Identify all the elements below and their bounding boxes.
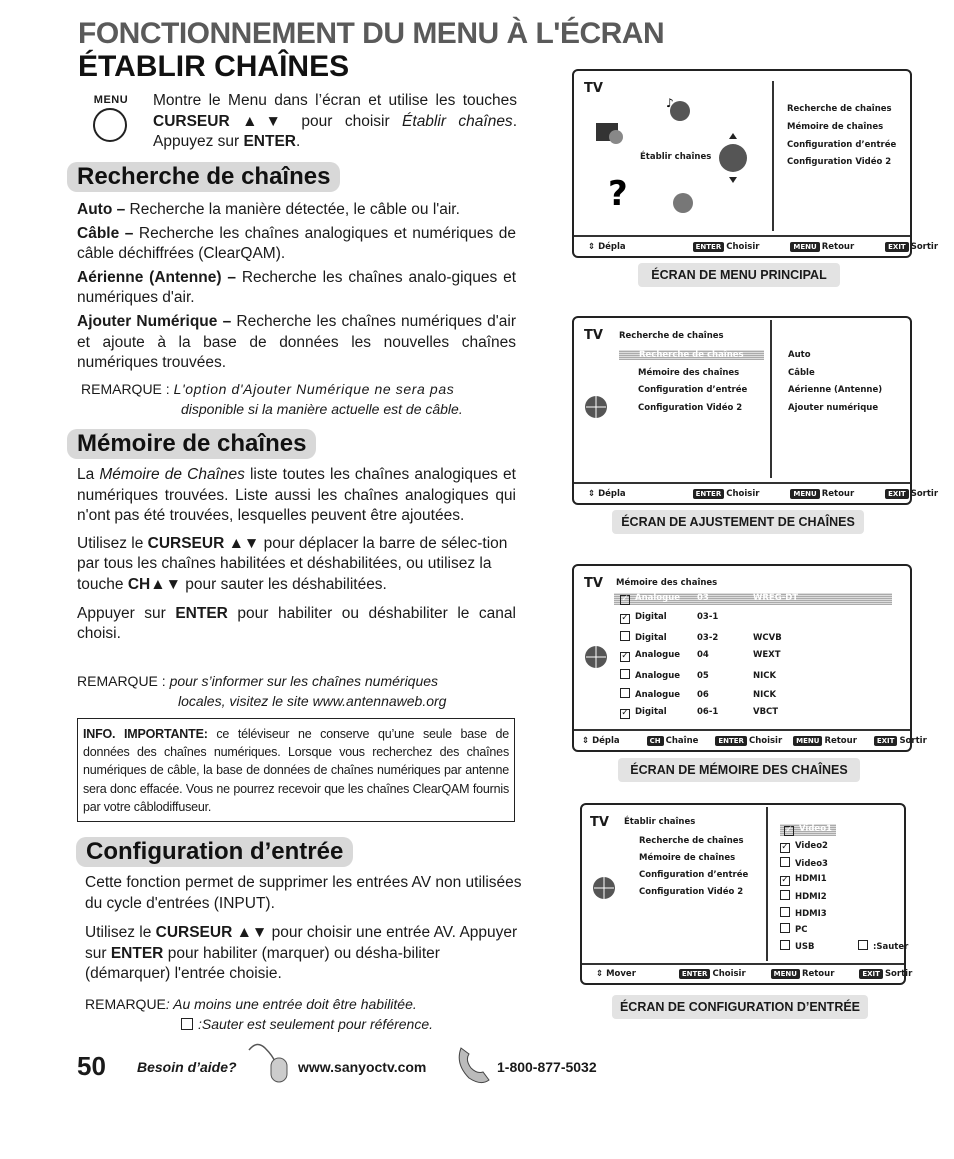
channel-checkbox[interactable]: ✓ bbox=[621, 708, 629, 718]
table-row[interactable] bbox=[620, 669, 880, 681]
channel-number: 06-1 bbox=[697, 707, 719, 717]
input-checkbox[interactable]: ✓ bbox=[785, 825, 793, 835]
intro-text: Montre le Menu dans l’écran et utilise les touches CURSEUR ▲▼ pour choisir Établir chaînes. Appuyez sur ENTER. bbox=[153, 92, 517, 151]
channel-checkbox[interactable]: ✓ bbox=[621, 613, 629, 623]
caption-channel-setup: ÉCRAN DE AJUSTEMENT DE CHAÎNES bbox=[612, 510, 864, 534]
section-header-configuration: Configuration d’entrée bbox=[76, 837, 353, 867]
channel-setup-screen bbox=[572, 316, 939, 505]
input-checkbox[interactable]: ✓ bbox=[781, 841, 789, 852]
main-menu-item-4[interactable]: Configuration Vidéo 2 bbox=[787, 157, 892, 167]
caption-input-config: ÉCRAN DE CONFIGURATION D’ENTRÉE bbox=[612, 995, 868, 1019]
main-menu-screen bbox=[572, 69, 939, 258]
recherche-note: REMARQUE : L'option d'Ajouter Numérique ne sera pas disponible si la manière actuelle est de câble. bbox=[81, 381, 463, 417]
channel-name: WCVB bbox=[753, 633, 782, 643]
input-config-screen bbox=[580, 803, 913, 985]
input-checkbox[interactable] bbox=[780, 940, 790, 950]
table-row[interactable] bbox=[620, 631, 880, 643]
main-menu-item-1[interactable]: Recherche de chaînes bbox=[787, 104, 892, 114]
memoire-body: La Mémoire de Chaînes liste toutes les chaînes analogiques et numériques trouvées. Liste aussi les chaînes analogiques qui n'ont pas été trouvées, lesquelles peuvent être ajoutées. Utilisez le CURSEUR ▲▼ pour déplacer la barre de sélec-tion par tous les chaînes habilitées et déshabilitées, ou utilisez la touche CH▲▼ pour sauter les déshabilitées. Appuyer sur ENTER pour habiliter ou déshabiliter le canal choisi. bbox=[77, 466, 516, 643]
channel-type: Analogue bbox=[635, 650, 681, 660]
screen-footer: ⇕ Dépla ENTER Choisir MENU Retour EXIT Sortir bbox=[588, 242, 939, 252]
screen-footer: ⇕ Mover ENTER Choisir MENU Retour EXIT Sortir bbox=[596, 969, 913, 979]
main-menu-item-3[interactable]: Configuration d’entrée bbox=[787, 140, 897, 150]
channel-type: Analogue bbox=[635, 593, 681, 603]
svg-text:?: ? bbox=[608, 174, 628, 214]
globe-icon bbox=[582, 392, 610, 422]
channel-memory-screen bbox=[572, 564, 927, 752]
configuration-body: Cette fonction permet de supprimer les entrées AV non utilisées du cycle d'entrées (INPUT). Utilisez le CURSEUR ▲▼ pour choisir une entrée AV. Appuyer sur ENTER pour habiliter (marquer) ou désha-biliter (démarquer) l'entrée choisie. bbox=[85, 874, 522, 983]
channel-type: Analogue bbox=[635, 690, 681, 700]
channel-number: 05 bbox=[697, 671, 709, 681]
table-row[interactable] bbox=[614, 593, 892, 605]
page-number: 50 bbox=[77, 1051, 106, 1081]
search-option-auto[interactable]: Auto bbox=[788, 350, 811, 360]
list-item[interactable] bbox=[780, 824, 836, 836]
important-info-box: INFO. IMPORTANTE: ce téléviseur ne conserve qu’une seule base de données des chaînes numériques. Lorsque vous recherchez des chaînes numériques de câble, la base de données de chaînes numériques par antenne sera donc effacée. Vous ne pourrez recevoir que les chaînes ClearQAM fournis par votre câblodiffuseur. bbox=[77, 718, 515, 822]
channel-number: 03 bbox=[697, 593, 709, 603]
channel-setup-item-4[interactable]: Configuration Vidéo 2 bbox=[638, 403, 743, 413]
channel-name: WEXT bbox=[753, 650, 781, 660]
table-row[interactable] bbox=[620, 650, 880, 662]
input-setup-item-4[interactable]: Configuration Vidéo 2 bbox=[639, 887, 744, 897]
input-setup-item-1[interactable]: Recherche de chaînes bbox=[639, 836, 744, 846]
list-item[interactable] bbox=[780, 874, 827, 886]
input-name: HDMI2 bbox=[795, 892, 827, 902]
table-row[interactable] bbox=[620, 707, 880, 719]
channel-type: Digital bbox=[635, 707, 667, 717]
channel-checkbox[interactable]: ✓ bbox=[621, 651, 629, 661]
globe-icon bbox=[582, 642, 610, 672]
screen-footer: ⇕ Dépla ENTER Choisir MENU Retour EXIT Sortir bbox=[588, 489, 939, 499]
section-title: FONCTIONNEMENT DU MENU À L'ÉCRAN bbox=[78, 17, 665, 50]
channel-name: WREG-DT bbox=[753, 593, 799, 603]
screen-divider bbox=[770, 320, 772, 478]
caption-channel-memory: ÉCRAN DE MÉMOIRE DES CHAÎNES bbox=[618, 758, 860, 782]
channel-type: Analogue bbox=[635, 671, 681, 681]
search-option-cable[interactable]: Câble bbox=[788, 368, 815, 378]
table-row[interactable] bbox=[620, 612, 880, 624]
svg-text:♪: ♪ bbox=[666, 96, 674, 110]
channel-setup-item-3[interactable]: Configuration d’entrée bbox=[638, 385, 748, 395]
input-name: HDMI1 bbox=[795, 873, 827, 884]
screen-footer-line bbox=[574, 729, 910, 731]
tv-label: TV bbox=[584, 576, 603, 591]
search-option-add-digital[interactable]: Ajouter numérique bbox=[788, 403, 879, 413]
recherche-body: Auto – Recherche la manière détectée, le câble ou l'air. Câble – Recherche les chaînes analogiques et numériques de câble déchiffrées (ClearQAM). Aérienne (Antenne) – Recherche les chaînes analo-giques et numériques d'air. Ajouter Numérique – Recherche les chaînes numériques d'air et ajoute à la base de données les nouvelles chaînes numériques trouvées. bbox=[77, 201, 516, 372]
skip-legend: :Sauter bbox=[858, 940, 908, 952]
list-item[interactable] bbox=[780, 890, 827, 902]
section-header-memoire: Mémoire de chaînes bbox=[67, 429, 316, 459]
input-name: Video2 bbox=[795, 840, 828, 851]
list-item[interactable] bbox=[780, 841, 828, 853]
phone-icon bbox=[453, 1044, 497, 1086]
channel-type: Digital bbox=[635, 612, 667, 622]
website-link[interactable]: www.sanyoctv.com bbox=[298, 1059, 427, 1075]
center-label: Établir chaînes bbox=[640, 152, 712, 162]
search-option-antenna[interactable]: Aérienne (Antenne) bbox=[788, 385, 883, 395]
list-item[interactable] bbox=[780, 857, 828, 869]
menu-button-icon bbox=[86, 94, 136, 150]
list-item[interactable] bbox=[780, 907, 827, 919]
channel-name: NICK bbox=[753, 690, 777, 700]
input-setup-item-3[interactable]: Configuration d’entrée bbox=[639, 870, 749, 880]
channel-setup-item-2[interactable]: Mémoire des chaînes bbox=[638, 368, 740, 378]
channel-number: 03-2 bbox=[697, 633, 719, 643]
input-name: HDMI3 bbox=[795, 908, 827, 919]
screen-footer-line bbox=[582, 963, 904, 965]
channel-name: NICK bbox=[753, 671, 777, 681]
screen-footer-line bbox=[574, 235, 910, 237]
memoire-note: REMARQUE : pour s’informer sur les chaînes numériques locales, visitez le site www.antennaweb.org bbox=[77, 673, 447, 709]
channel-checkbox[interactable] bbox=[620, 669, 630, 679]
configuration-note: REMARQUE: Au moins une entrée doit être habilitée. :Sauter est seulement pour référence. bbox=[85, 996, 434, 1032]
screen-footer-line bbox=[574, 482, 910, 484]
input-checkbox[interactable] bbox=[780, 907, 790, 917]
tv-label: TV bbox=[584, 328, 603, 343]
tv-label: TV bbox=[590, 815, 609, 830]
input-checkbox[interactable] bbox=[780, 857, 790, 867]
main-menu-item-2[interactable]: Mémoire de chaînes bbox=[787, 122, 884, 132]
input-checkbox[interactable]: ✓ bbox=[781, 874, 789, 885]
channel-number: 03-1 bbox=[697, 612, 719, 622]
globe-icon bbox=[590, 873, 618, 903]
input-name: Video1 bbox=[799, 824, 832, 834]
list-item[interactable] bbox=[780, 940, 815, 952]
channel-checkbox[interactable] bbox=[620, 688, 630, 698]
help-text: Besoin d’aide? bbox=[137, 1059, 237, 1075]
input-name: Video3 bbox=[795, 859, 828, 869]
input-checkbox[interactable] bbox=[780, 923, 790, 933]
channel-checkbox[interactable] bbox=[620, 631, 630, 641]
channel-type: Digital bbox=[635, 633, 667, 643]
tv-label: TV bbox=[584, 81, 603, 96]
channel-number: 04 bbox=[697, 650, 709, 660]
table-row[interactable] bbox=[620, 688, 880, 700]
screen-title: Établir chaînes bbox=[624, 817, 696, 827]
screen-title: Mémoire des chaînes bbox=[616, 578, 718, 588]
page-title: ÉTABLIR CHAÎNES bbox=[78, 50, 350, 83]
list-item[interactable] bbox=[780, 923, 807, 935]
mouse-icon bbox=[245, 1040, 293, 1085]
screen-divider bbox=[766, 807, 768, 961]
input-checkbox[interactable] bbox=[780, 890, 790, 900]
section-header-recherche: Recherche de chaînes bbox=[67, 162, 340, 192]
screen-footer: ⇕ Dépla CH Chaîne ENTER Choisir MENU Retour EXIT Sortir bbox=[582, 736, 927, 746]
menu-label: MENU bbox=[93, 94, 129, 106]
input-setup-item-2[interactable]: Mémoire de chaînes bbox=[639, 853, 736, 863]
input-name: USB bbox=[795, 941, 815, 952]
screen-title: Recherche de chaînes bbox=[619, 331, 724, 341]
skip-checkbox-icon bbox=[181, 1018, 193, 1030]
input-name: PC bbox=[795, 925, 808, 935]
caption-main-menu: ÉCRAN DE MENU PRINCIPAL bbox=[638, 263, 840, 287]
phone-number: 1-800-877-5032 bbox=[497, 1059, 597, 1075]
channel-number: 06 bbox=[697, 690, 709, 700]
channel-checkbox[interactable]: ✓ bbox=[621, 594, 629, 604]
channel-name: VBCT bbox=[753, 707, 779, 717]
menu-icons-cluster bbox=[588, 93, 758, 233]
channel-setup-item-1[interactable]: Recherche de chaînes bbox=[619, 350, 764, 360]
screen-divider bbox=[772, 81, 774, 231]
